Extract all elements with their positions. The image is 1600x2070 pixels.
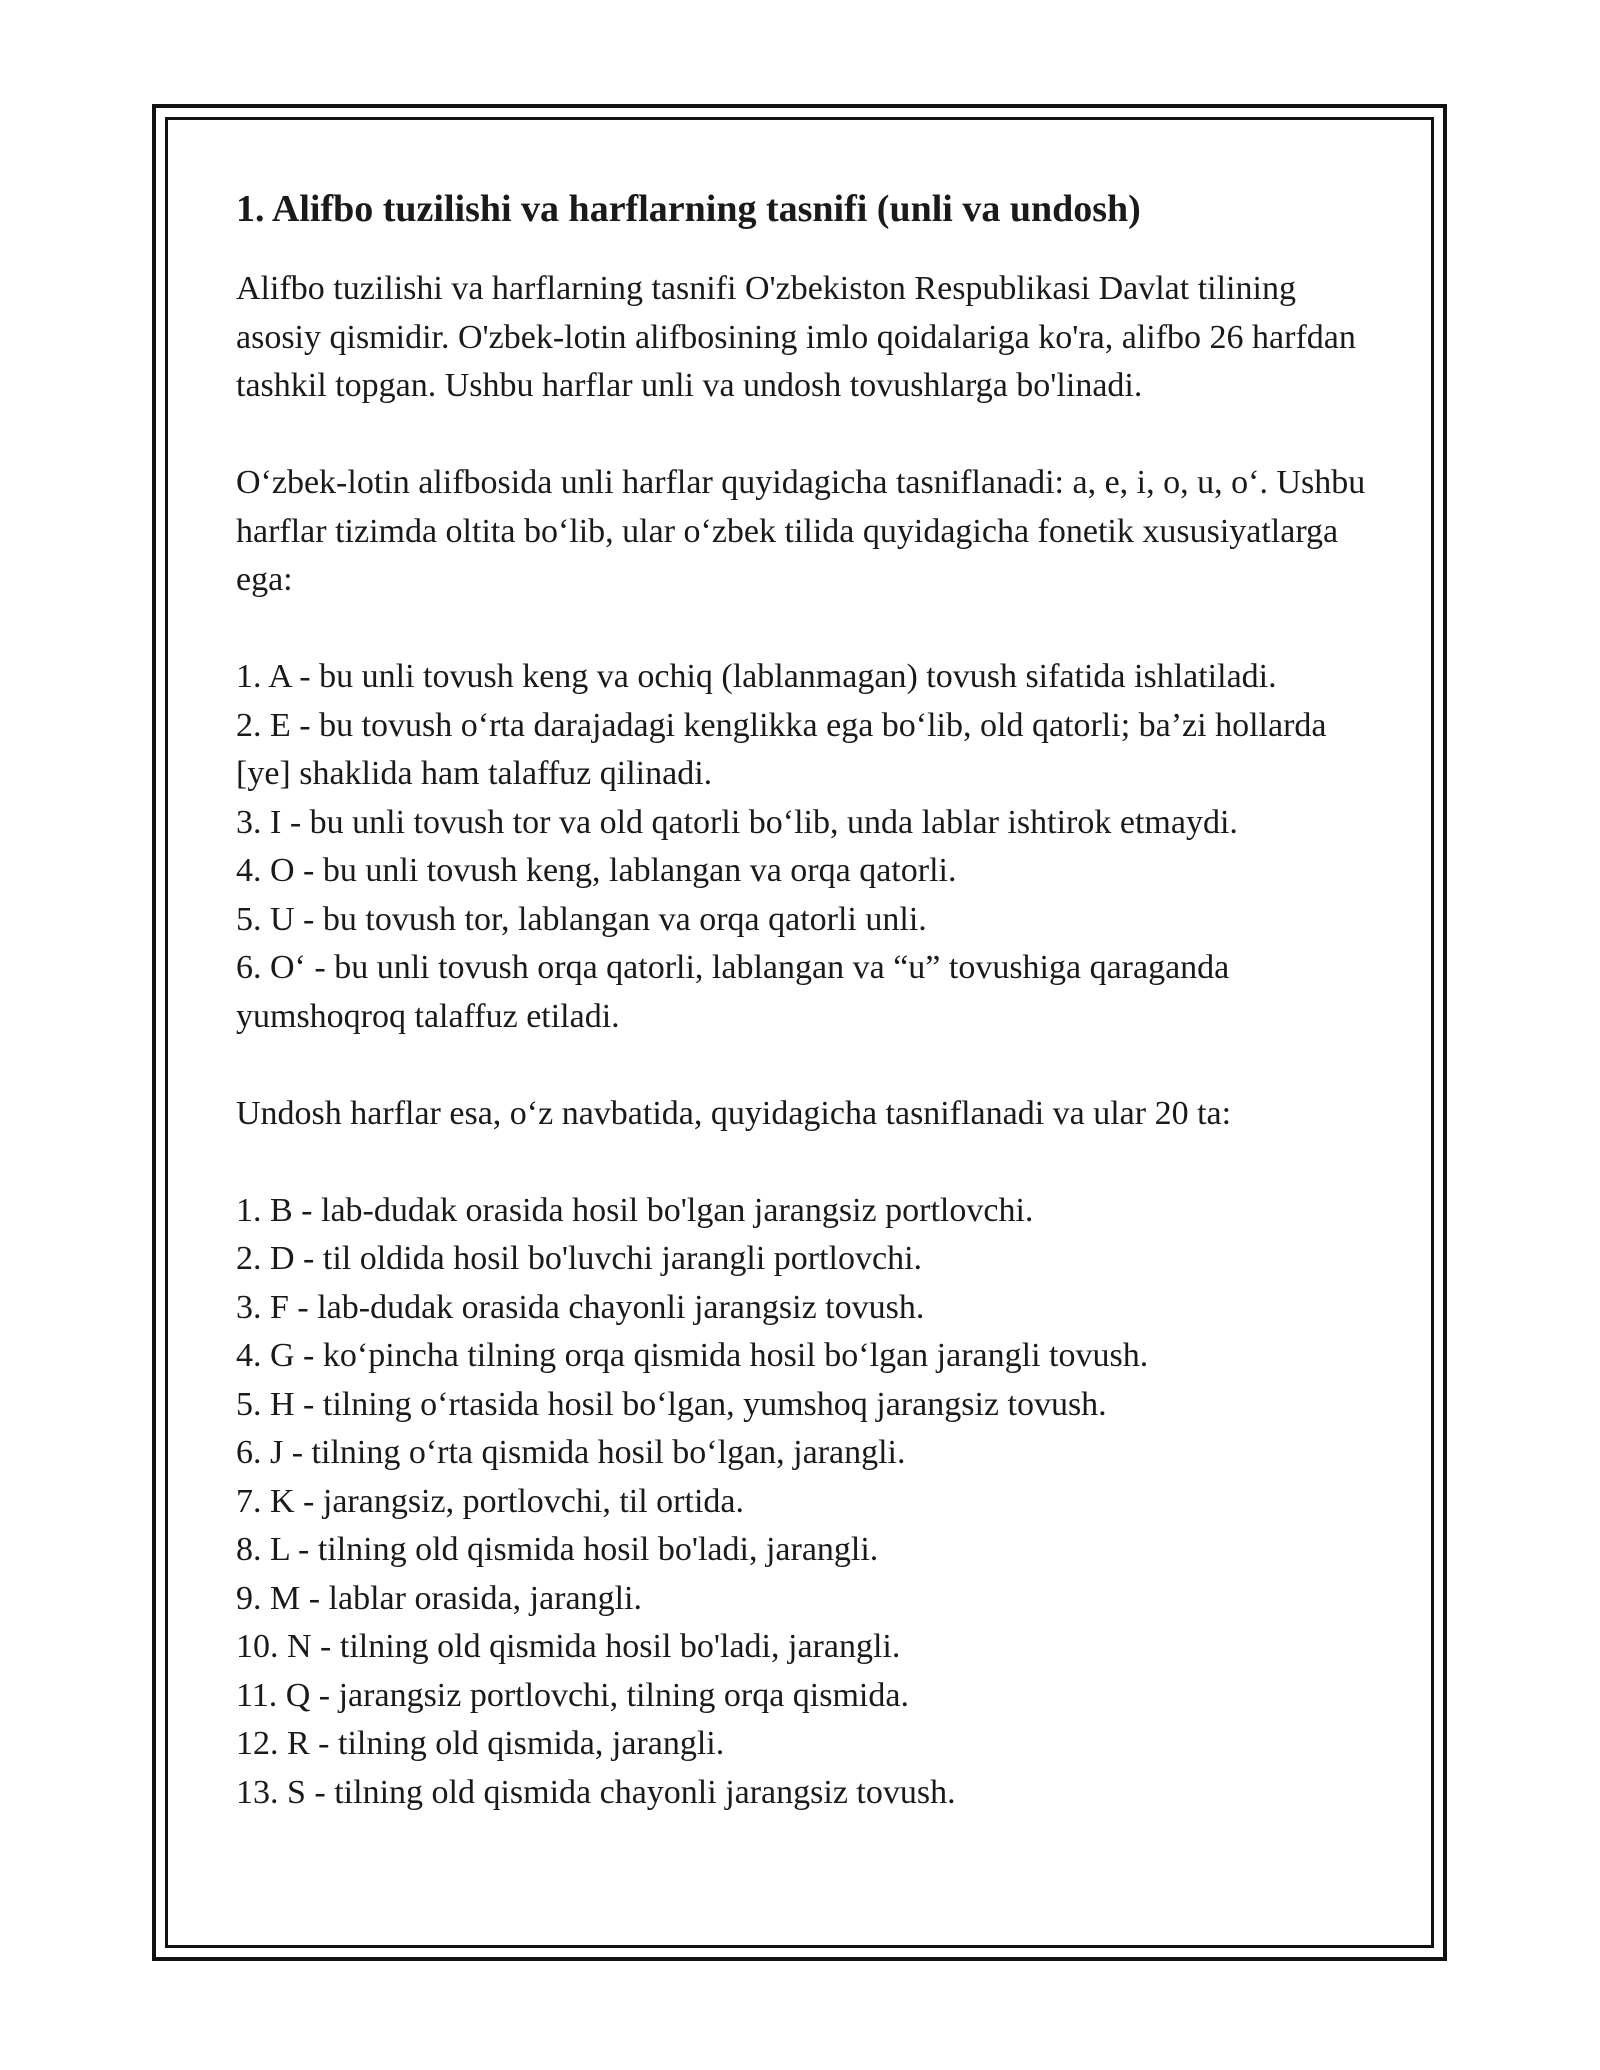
list-item: 3. I - bu unli tovush tor va old qatorli bo‘lib, unda lablar ishtirok etmaydi. [236,803,1238,841]
paragraph-gap [236,411,1386,460]
list-item: 8. L - tilning old qismida hosil bo'ladi, jarangli. [236,1531,879,1568]
consonants-list [236,1187,1386,1818]
paragraph-gap [236,1041,1386,1090]
list-item: 1. B - lab-dudak orasida hosil bo'lgan jarangsiz portlovchi. [236,1191,1034,1229]
vowels-list [236,653,1386,1041]
section-heading: 1. Alifbo tuzilishi va harflarning tasnifi (unli va undosh) [236,188,1141,230]
list-item: 6. J - tilning o‘rta qismida hosil bo‘lgan, jarangli. [236,1434,906,1471]
list-item: 10. N - tilning old qismida hosil bo'ladi, jarangli. [236,1628,901,1665]
list-item: 13. S - tilning old qismida chayonli jarangsiz tovush. [236,1773,956,1811]
paragraph-gap [236,605,1386,654]
paragraph-gap [236,1138,1386,1187]
consonants-intro-paragraph: Undosh harflar esa, o‘z navbatida, quyidagicha tasniflanadi va ular 20 ta: [236,1094,1232,1132]
list-item: 5. H - tilning o‘rtasida hosil bo‘lgan, yumshoq jarangsiz tovush. [236,1385,1107,1423]
list-item: 1. A - bu unli tovush keng va ochiq (lablanmagan) tovush sifatida ishlatiladi. [236,658,1277,695]
list-item: 9. M - lablar orasida, jarangli. [236,1579,642,1617]
list-item: 4. G - ko‘pincha tilning orqa qismida hosil bo‘lgan jarangli tovush. [236,1337,1149,1374]
vowels-intro-paragraph: O‘zbek-lotin alifbosida unli harflar quyidagicha tasniflanadi: a, e, i, o, u, o‘. Ushbu harflar tizimda oltita bo‘lib, ular o‘zbek tilida quyidagicha fonetik xususiyatlarga ega: [236,464,1366,598]
intro-paragraph: Alifbo tuzilishi va harflarning tasnifi O'zbekiston Respublikasi Davlat tilining asosiy qismidir. O'zbek-lotin alifbosining imlo qoidalariga ko'ra, alifbo 26 harfdan tashkil topgan. Ushbu harflar unli va undosh tovushlarga bo'linadi. [236,270,1356,404]
list-item: 3. F - lab-dudak orasida chayonli jarangsiz tovush. [236,1288,925,1326]
list-item: 12. R - tilning old qismida, jarangli. [236,1725,725,1762]
list-item: 5. U - bu tovush tor, lablangan va orqa qatorli unli. [236,900,927,938]
list-item: 4. O - bu unli tovush keng, lablangan va orqa qatorli. [236,852,957,889]
list-item: 6. O‘ - bu unli tovush orqa qatorli, lablangan va “u” tovushiga qaraganda yumshoqroq talaffuz etiladi. [236,949,1230,1035]
document-body [236,185,1386,1817]
list-item: 11. Q - jarangsiz portlovchi, tilning orqa qismida. [236,1676,909,1714]
list-item: 2. D - til oldida hosil bo'luvchi jarangli portlovchi. [236,1240,923,1277]
list-item: 7. K - jarangsiz, portlovchi, til ortida. [236,1482,744,1520]
list-item: 2. E - bu tovush o‘rta darajadagi kenglikka ega bo‘lib, old qatorli; ba’zi hollarda [ye] shaklida ham talaffuz qilinadi. [236,706,1327,792]
